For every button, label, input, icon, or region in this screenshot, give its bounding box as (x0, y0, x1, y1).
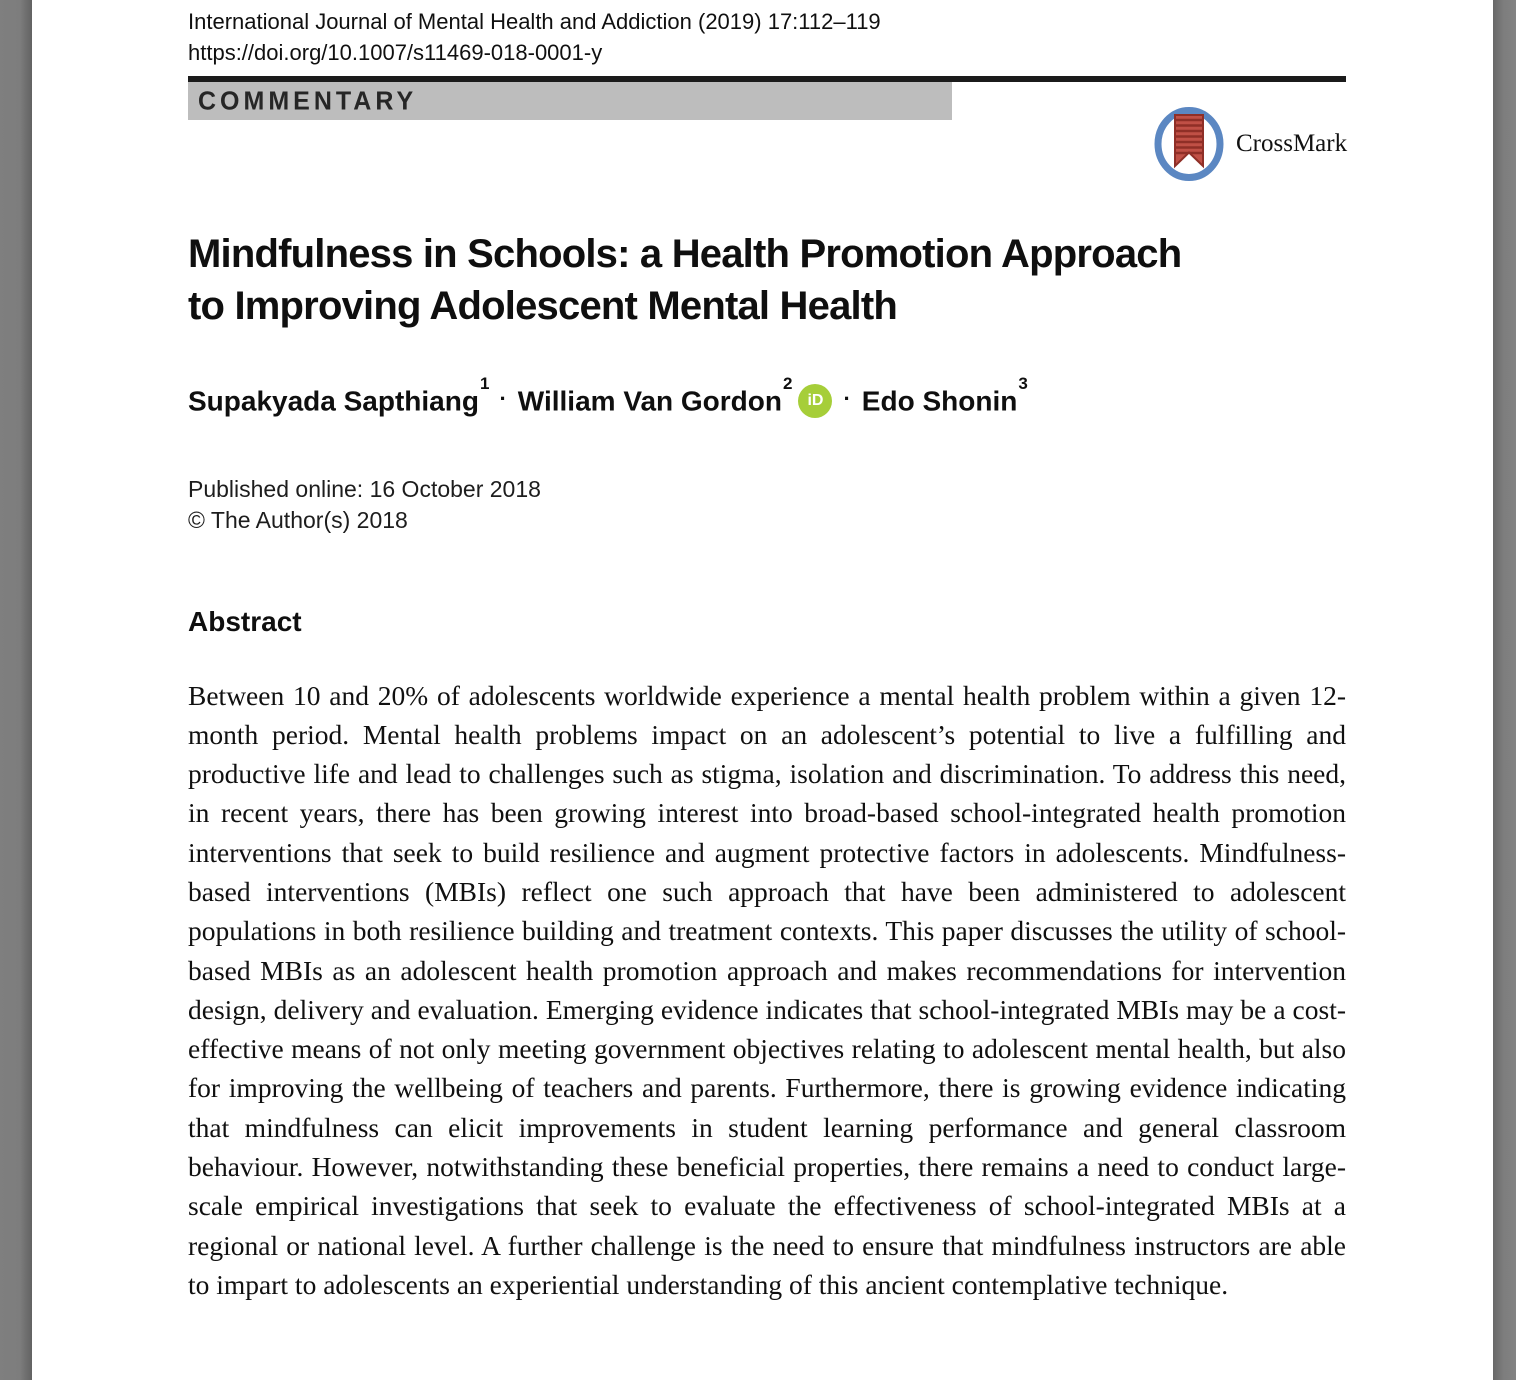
publication-info (188, 474, 541, 536)
author-name: William Van Gordon$^2$ (517, 373, 793, 417)
author-separator: · (499, 386, 507, 411)
author-name: Edo Shonin$^3$ (861, 373, 1028, 417)
doi-link[interactable]: https://doi.org/10.1007/s11469-018-0001-y (188, 40, 603, 65)
journal-citation: International Journal of Mental Health and Addiction (2019) 17:112–119 (188, 9, 881, 34)
author-line (188, 373, 1028, 418)
viewer-gutter-right (1493, 0, 1516, 1380)
crossmark-label: CrossMark (1236, 130, 1348, 157)
article-type-label: COMMENTARY (198, 85, 418, 116)
affiliation-mark: 2 (783, 373, 793, 393)
viewer-gutter-left (0, 0, 32, 1380)
author-name: Supakyada Sapthiang$^1$ (188, 373, 490, 417)
published-online-line: Published online: 16 October 2018 (188, 476, 541, 502)
page-title (188, 228, 1181, 332)
copyright-line: © The Author(s) 2018 (188, 507, 408, 533)
article-type-band (188, 82, 952, 120)
crossmark-icon (1154, 106, 1224, 182)
crossmark-logo[interactable] (1154, 106, 1347, 182)
affiliation-mark: 3 (1018, 373, 1028, 393)
journal-header (188, 6, 881, 68)
abstract-text: Between 10 and 20% of adolescents worldwide experience a mental health problem within a given 12-month period. Mental health problems impact on an adolescent’s potential to live a fulfilling and productive life and lead to challenges such as stigma, isolation and discrimination. To address this need, in recent years, there has been growing interest into broad-based school-integrated health promotion interventions that seek to build resilience and augment protective factors in adolescents. Mindfulness-based interventions (MBIs) reflect one such approach that have been administered to adolescent populations in both resilience building and treatment contexts. This paper discusses the utility of school-based MBIs as an adolescent health promotion approach and makes recommendations for intervention design, delivery and evaluation. Emerging evidence indicates that school-integrated MBIs may be a cost-effective means of not only meeting government objectives relating to adolescent mental health, but also for improving the wellbeing of teachers and parents. Furthermore, there is growing evidence indicating that mindfulness can elicit improvements in student learning performance and general classroom behaviour. However, notwithstanding these beneficial properties, there remains a need to conduct large-scale empirical investigations that seek to evaluate the effectiveness of school-integrated MBIs at a regional or national level. A further challenge is the need to ensure that mindfulness instructors are able to impart to adolescents an experiential understanding of this ancient contemplative technique. (188, 679, 1346, 1300)
orcid-icon[interactable]: iD (798, 384, 832, 418)
title-line-1: Mindfulness in Schools: a Health Promotion Approach (188, 232, 1182, 276)
abstract-heading: Abstract (188, 606, 302, 637)
affiliation-mark: 1 (479, 373, 490, 393)
author-separator: · (843, 386, 851, 411)
title-line-2: to Improving Adolescent Mental Health (188, 284, 897, 328)
